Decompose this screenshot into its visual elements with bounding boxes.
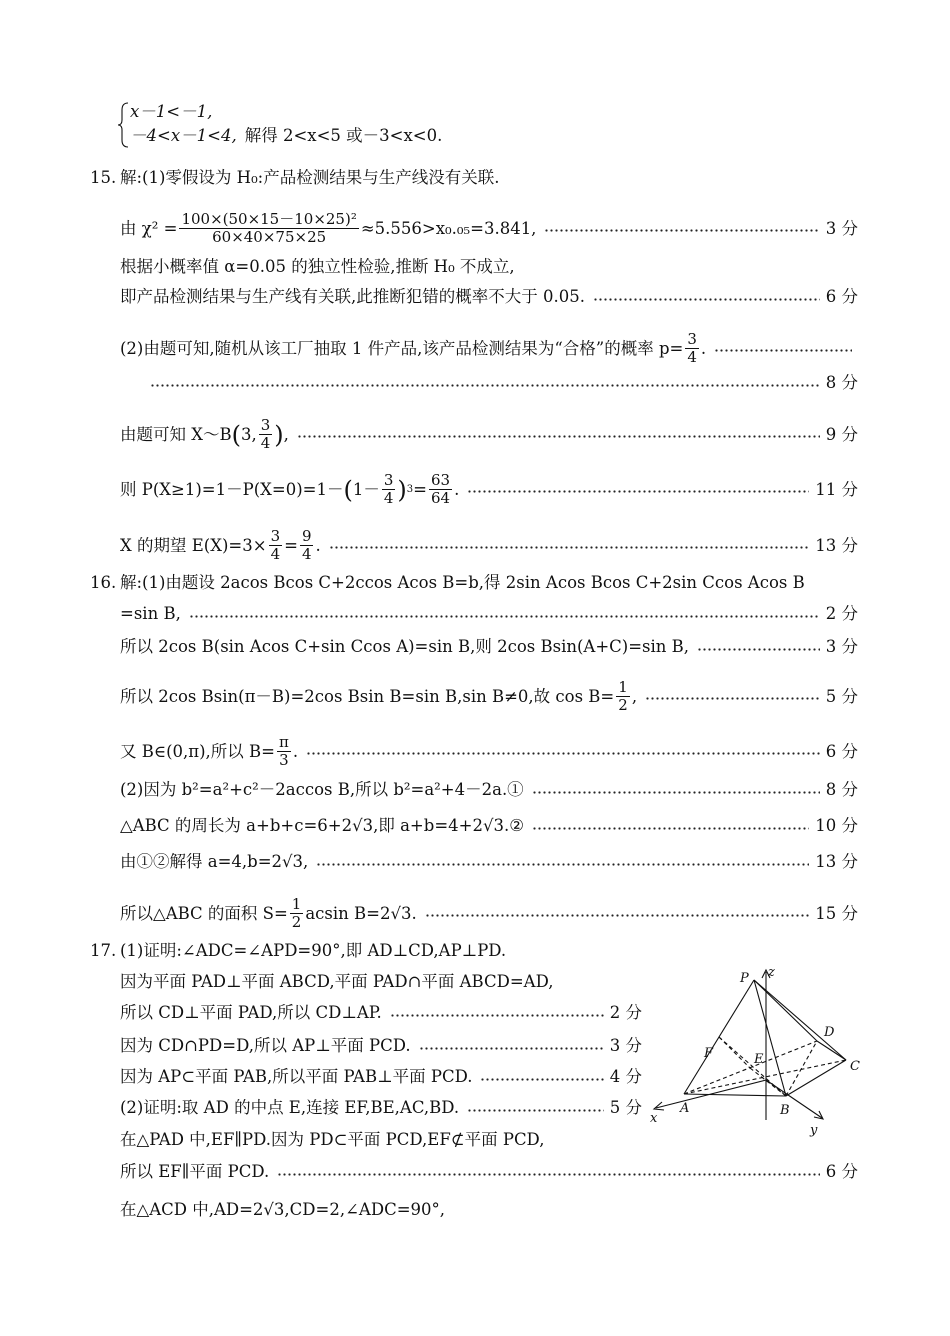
score: 5 分 [825, 686, 858, 706]
system-row-2: －4<x－1<4, 解得 2<x<5 或－3<x<0. [130, 126, 443, 145]
score: 13 分 [815, 535, 858, 555]
q15-line-8: 则 P(X≥1)=1－P(X=0)=1－ ( 1－ $\frac{3}{4}$ ) 3 = $\frac{63}{64}$ . 11 分 [120, 471, 858, 507]
score: 6 分 [825, 287, 858, 306]
q17-line-7: 在△PAD 中,EF∥PD.因为 PD⊂平面 PCD,EF⊄平面 PCD, [120, 1130, 545, 1149]
leader-dots [544, 229, 819, 232]
q15-line-4: 即产品检测结果与生产线有关联,此推断犯错的概率不大于 0.05. 6 分 [120, 287, 858, 306]
score: 15 分 [815, 903, 858, 923]
leader-dots [645, 697, 820, 700]
edge-BD [786, 1041, 817, 1096]
score: 8 分 [825, 780, 858, 799]
score: 6 分 [825, 741, 858, 761]
q17-line-4: 因为 CD∩PD=D,所以 AP⊥平面 PCD. 3 分 [120, 1036, 642, 1055]
leader-dots [277, 1173, 820, 1176]
chi-square-fraction: $\frac{\text{100×(50×15－10×25)²}}{60\times 40\times 75\times 25}$ [181, 210, 357, 246]
q16-line-6: (2)因为 b²=a²+c²－2accos B,所以 b²=a²+4－2a.① 8 分 [120, 780, 858, 799]
edge-BC [786, 1060, 846, 1096]
label-C: C [850, 1059, 860, 1074]
leader-dots [150, 384, 820, 387]
leader-dots [189, 615, 820, 618]
score: 3 分 [609, 1036, 642, 1055]
q17-line-2: 因为平面 PAD⊥平面 ABCD,平面 PAD∩平面 ABCD=AD, [120, 972, 554, 991]
leader-dots [532, 791, 820, 794]
pyramid-figure [640, 960, 880, 1140]
q17-line-1: (1)证明:∠ADC=∠APD=90°,即 AD⊥CD,AP⊥PD. [120, 941, 507, 960]
score: 3 分 [825, 218, 858, 238]
edge-DC [817, 1041, 846, 1060]
score: 6 分 [825, 1162, 858, 1181]
label-E: E [754, 1052, 764, 1067]
q15-line-7: 由题可知 X～B ( 3, $\frac{3}{4}$ ) , 9 分 [120, 416, 858, 452]
score: 11 分 [815, 479, 858, 499]
q17-line-6: (2)证明:取 AD 的中点 E,连接 EF,BE,AC,BD. 5 分 [120, 1098, 642, 1117]
leader-dots [390, 1014, 604, 1017]
q15-line-6 [150, 372, 858, 394]
q17-line-3: 所以 CD⊥平面 PAD,所以 CD⊥AP. 2 分 [120, 1003, 642, 1022]
label-F: F [704, 1046, 714, 1061]
leader-dots [532, 827, 809, 830]
edge-AB [684, 1094, 786, 1096]
edge-PB [754, 980, 786, 1096]
leader-dots [425, 914, 810, 917]
score: 2 分 [609, 1003, 642, 1022]
q17-number: 17. [90, 941, 117, 960]
q16-line-9: 所以△ABC 的面积 S= $\frac{1}{2}$ acsin B=2√3. 15 分 [120, 895, 858, 931]
score: 2 分 [825, 604, 858, 623]
edge-EF [719, 1037, 750, 1068]
score: 3 分 [825, 637, 858, 656]
q15-line-3: 根据小概率值 α=0.05 的独立性检验,推断 H₀ 不成立, [120, 257, 515, 276]
q15-number: 15. [90, 168, 117, 187]
score: 13 分 [815, 852, 858, 871]
q15-line-1: 解:(1)零假设为 H₀:产品检测结果与生产线没有关联. [120, 168, 500, 187]
leader-dots [316, 863, 809, 866]
q16-line-7: △ABC 的周长为 a+b+c=6+2√3,即 a+b=4+2√3.② 10 分 [120, 816, 858, 835]
q17-line-8: 所以 EF∥平面 PCD. 6 分 [120, 1162, 858, 1181]
q16-line-2: =sin B, 2 分 [120, 604, 858, 623]
edge-PD [754, 980, 817, 1041]
score: 9 分 [825, 424, 858, 444]
q15-line-2: 由 χ² = $\frac{\text{100×(50×15－10×25)²}}{60\times 40\times 75\times 25}$ ≈5.556>x₀.₀₅=3.841, 3 分 [120, 210, 858, 246]
score: 4 分 [609, 1067, 642, 1086]
edge-PC [754, 980, 846, 1060]
q17-line-9: 在△ACD 中,AD=2√3,CD=2,∠ADC=90°, [120, 1200, 446, 1219]
label-D: D [824, 1025, 835, 1040]
label-x: x [650, 1111, 658, 1126]
q16-line-1: 解:(1)由题设 2acos Bcos C+2ccos Acos B=b,得 2sin Acos Bcos C+2sin Ccos Acos B [120, 573, 805, 592]
q16-line-3: 所以 2cos B(sin Acos C+sin Ccos A)=sin B,则 2cos Bsin(A+C)=sin B, 3 分 [120, 637, 858, 656]
leader-dots [297, 435, 820, 438]
q16-number: 16. [90, 573, 117, 592]
q17-line-5: 因为 AP⊂平面 PAB,所以平面 PAB⊥平面 PCD. 4 分 [120, 1067, 642, 1086]
label-P: P [740, 971, 749, 986]
label-B: B [780, 1103, 790, 1118]
score: 8 分 [825, 373, 858, 392]
leader-dots [714, 349, 852, 352]
q15-line-5: (2)由题可知,随机从该工厂抽取 1 件产品,该产品检测结果为“合格”的概率 p= $\frac{3}{4}$ . [120, 331, 858, 366]
label-z: z [768, 965, 775, 980]
system-result: 解得 2<x<5 或－3<x<0. [244, 126, 443, 145]
edge-BE [750, 1068, 786, 1096]
q16-line-8: 由①②解得 a=4,b=2√3, 13 分 [120, 852, 858, 871]
leader-dots [329, 546, 810, 549]
edge-AC [684, 1060, 846, 1094]
left-brace-icon [118, 102, 130, 148]
leader-dots [593, 298, 820, 301]
q15-line-9: X 的期望 E(X)=3× $\frac{3}{4}$ = $\frac{9}{4}$ . 13 分 [120, 527, 858, 563]
label-y: y [810, 1123, 818, 1138]
label-A: A [680, 1101, 690, 1116]
system-row-1: x－1<－1, [130, 102, 213, 121]
leader-dots [419, 1047, 604, 1050]
score: 5 分 [609, 1098, 642, 1117]
q16-line-5: 又 B∈(0,π),所以 B= $\frac{\pi}{3}$ . 6 分 [120, 733, 858, 769]
leader-dots [467, 1109, 604, 1112]
leader-dots [467, 490, 809, 493]
leader-dots [480, 1078, 603, 1081]
leader-dots [697, 648, 820, 651]
leader-dots [306, 752, 820, 755]
q16-line-4: 所以 2cos Bsin(π－B)=2cos Bsin B=sin B,sin B≠0,故 cos B= $\frac{1}{2}$ , 5 分 [120, 678, 858, 714]
score: 10 分 [815, 816, 858, 835]
